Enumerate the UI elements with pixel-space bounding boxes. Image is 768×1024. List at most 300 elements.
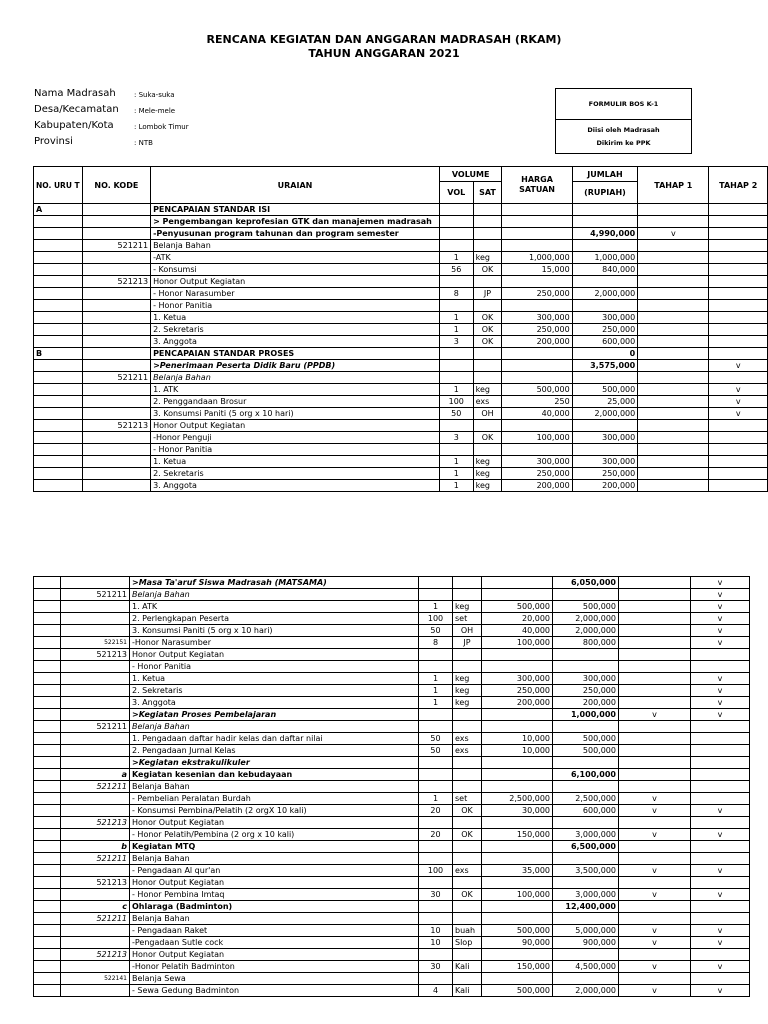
cell-tahap2 <box>691 769 750 781</box>
cell-vol: 8 <box>439 288 473 300</box>
cell-tahap2: v <box>709 360 768 372</box>
cell-tahap2: v <box>691 961 750 973</box>
cell-harga: 200,000 <box>502 480 572 492</box>
cell-kode <box>61 793 130 805</box>
cell-tahap1 <box>619 877 691 889</box>
cell-tahap1 <box>619 769 691 781</box>
cell-harga <box>482 877 553 889</box>
info-label: Nama Madrasah <box>34 88 116 99</box>
cell-tahap2: v <box>691 925 750 937</box>
cell-harga: 150,000 <box>482 829 553 841</box>
cell-sat: keg <box>473 384 502 396</box>
cell-no <box>34 769 61 781</box>
col-no-kode: NO. KODE <box>82 167 150 204</box>
cell-vol <box>439 360 473 372</box>
cell-tahap1 <box>619 781 691 793</box>
table-row <box>34 456 768 468</box>
cell-jumlah: 25,000 <box>572 396 638 408</box>
table-row <box>34 925 750 937</box>
cell-kode <box>61 601 130 613</box>
cell-tahap2: v <box>691 625 750 637</box>
cell-no <box>34 300 83 312</box>
cell-uraian: Belanja Sewa <box>130 973 419 985</box>
cell-tahap1: v <box>619 805 691 817</box>
table-row <box>34 709 750 721</box>
cell-sat <box>453 913 482 925</box>
cell-tahap1 <box>619 589 691 601</box>
cell-sat: OH <box>473 408 502 420</box>
cell-no <box>34 793 61 805</box>
cell-vol: 1 <box>439 468 473 480</box>
cell-sat: keg <box>453 697 482 709</box>
cell-tahap1 <box>638 444 709 456</box>
cell-harga: 500,000 <box>502 384 572 396</box>
cell-vol <box>419 853 453 865</box>
cell-harga <box>502 420 572 432</box>
table-row <box>34 204 768 216</box>
cell-sat: keg <box>473 252 502 264</box>
cell-tahap2: v <box>691 685 750 697</box>
cell-harga: 40,000 <box>482 625 553 637</box>
col-sat: SAT <box>473 182 502 204</box>
cell-tahap2 <box>691 853 750 865</box>
cell-harga <box>482 841 553 853</box>
cell-kode <box>82 384 150 396</box>
cell-uraian: 2. Sekretaris <box>151 468 440 480</box>
cell-vol: 4 <box>419 985 453 997</box>
cell-uraian: -Pengadaan Sutle cock <box>130 937 419 949</box>
cell-jumlah: 300,000 <box>572 456 638 468</box>
cell-kode <box>82 312 150 324</box>
cell-jumlah: 200,000 <box>553 697 619 709</box>
table-header-row <box>34 167 768 182</box>
cell-harga <box>502 276 572 288</box>
cell-tahap2: v <box>691 589 750 601</box>
cell-no <box>34 384 83 396</box>
cell-tahap1: v <box>619 709 691 721</box>
cell-jumlah <box>553 853 619 865</box>
cell-tahap2 <box>709 432 768 444</box>
cell-tahap2: v <box>691 637 750 649</box>
cell-tahap2 <box>691 817 750 829</box>
cell-no <box>34 841 61 853</box>
cell-tahap1 <box>619 721 691 733</box>
cell-tahap1: v <box>619 889 691 901</box>
cell-sat <box>453 877 482 889</box>
cell-harga: 100,000 <box>482 889 553 901</box>
cell-vol: 50 <box>419 745 453 757</box>
cell-kode <box>82 432 150 444</box>
cell-vol <box>419 949 453 961</box>
cell-kode <box>61 733 130 745</box>
cell-sat <box>453 757 482 769</box>
cell-tahap1 <box>619 853 691 865</box>
cell-tahap1 <box>619 685 691 697</box>
cell-kode: 522151 <box>61 637 130 649</box>
table-row <box>34 985 750 997</box>
cell-sat <box>453 817 482 829</box>
table-row <box>34 613 750 625</box>
cell-tahap2 <box>709 324 768 336</box>
table-row <box>34 733 750 745</box>
cell-tahap2 <box>709 372 768 384</box>
cell-tahap2 <box>709 480 768 492</box>
cell-jumlah: 840,000 <box>572 264 638 276</box>
cell-uraian: 2. Pengadaan Jurnal Kelas <box>130 745 419 757</box>
cell-sat: OK <box>473 432 502 444</box>
form-box <box>555 88 692 154</box>
cell-harga <box>502 216 572 228</box>
table-row <box>34 901 750 913</box>
cell-vol <box>419 841 453 853</box>
cell-jumlah <box>553 661 619 673</box>
form-line-2: Dikirim ke PPK <box>596 139 651 147</box>
cell-tahap1 <box>619 901 691 913</box>
cell-jumlah: 900,000 <box>553 937 619 949</box>
table-row <box>34 757 750 769</box>
cell-uraian: Belanja Bahan <box>130 913 419 925</box>
cell-tahap2 <box>709 276 768 288</box>
cell-tahap1 <box>638 312 709 324</box>
cell-sat <box>473 348 502 360</box>
cell-no <box>34 817 61 829</box>
cell-tahap1: v <box>619 829 691 841</box>
col-no-urut: NO. URU T <box>34 167 83 204</box>
cell-harga: 300,000 <box>482 673 553 685</box>
cell-no <box>34 288 83 300</box>
cell-no <box>34 336 83 348</box>
cell-no <box>34 877 61 889</box>
cell-vol: 1 <box>419 673 453 685</box>
cell-vol: 1 <box>439 480 473 492</box>
cell-kode <box>82 336 150 348</box>
cell-sat <box>453 853 482 865</box>
cell-tahap1 <box>638 300 709 312</box>
cell-tahap2 <box>709 456 768 468</box>
cell-tahap1: v <box>638 228 709 240</box>
cell-tahap2 <box>691 649 750 661</box>
table-row <box>34 432 768 444</box>
cell-tahap2: v <box>691 985 750 997</box>
col-jumlah: JUMLAH <box>572 167 638 182</box>
cell-harga: 15,000 <box>502 264 572 276</box>
cell-jumlah <box>572 276 638 288</box>
cell-no <box>34 985 61 997</box>
cell-sat <box>473 228 502 240</box>
table-row <box>34 288 768 300</box>
cell-vol: 1 <box>439 324 473 336</box>
cell-kode <box>61 625 130 637</box>
cell-jumlah: 2,000,000 <box>572 408 638 420</box>
cell-jumlah: 3,500,000 <box>553 865 619 877</box>
cell-uraian: 3. Anggota <box>130 697 419 709</box>
cell-harga <box>502 228 572 240</box>
cell-jumlah <box>572 444 638 456</box>
cell-harga <box>482 817 553 829</box>
cell-no <box>34 613 61 625</box>
cell-jumlah: 4,500,000 <box>553 961 619 973</box>
table-row <box>34 745 750 757</box>
cell-vol <box>419 661 453 673</box>
cell-vol: 100 <box>419 865 453 877</box>
cell-tahap1 <box>638 252 709 264</box>
cell-vol: 20 <box>419 829 453 841</box>
cell-tahap1 <box>619 745 691 757</box>
cell-no <box>34 276 83 288</box>
cell-sat <box>453 769 482 781</box>
table-row <box>34 264 768 276</box>
cell-sat: Slop <box>453 937 482 949</box>
cell-tahap2 <box>691 973 750 985</box>
cell-harga <box>482 721 553 733</box>
info-label: Provinsi <box>34 136 73 147</box>
cell-jumlah <box>572 216 638 228</box>
table-row <box>34 625 750 637</box>
cell-sat <box>473 276 502 288</box>
cell-kode <box>61 805 130 817</box>
cell-no <box>34 444 83 456</box>
cell-sat: exs <box>453 745 482 757</box>
cell-jumlah: 3,575,000 <box>572 360 638 372</box>
cell-no <box>34 468 83 480</box>
cell-vol: 10 <box>419 937 453 949</box>
cell-no <box>34 408 83 420</box>
cell-no <box>34 312 83 324</box>
cell-kode: 521213 <box>61 817 130 829</box>
table-row <box>34 817 750 829</box>
cell-no <box>34 456 83 468</box>
cell-tahap1 <box>638 480 709 492</box>
table-row <box>34 805 750 817</box>
budget-table-2 <box>33 576 750 997</box>
info-label: Desa/Kecamatan <box>34 104 119 115</box>
cell-jumlah: 2,000,000 <box>572 288 638 300</box>
cell-tahap1 <box>619 637 691 649</box>
cell-tahap2 <box>709 444 768 456</box>
cell-jumlah: 3,000,000 <box>553 889 619 901</box>
cell-kode <box>61 661 130 673</box>
cell-uraian: Honor Output Kegiatan <box>130 877 419 889</box>
cell-jumlah: 4,990,000 <box>572 228 638 240</box>
table-row <box>34 300 768 312</box>
table-row <box>34 637 750 649</box>
cell-jumlah <box>553 589 619 601</box>
form-line-1: Diisi oleh Madrasah <box>587 126 660 134</box>
cell-tahap1 <box>638 408 709 420</box>
cell-tahap2 <box>709 336 768 348</box>
cell-kode: c <box>61 901 130 913</box>
cell-uraian: -ATK <box>151 252 440 264</box>
cell-jumlah: 0 <box>572 348 638 360</box>
cell-sat <box>473 360 502 372</box>
cell-tahap2: v <box>691 697 750 709</box>
cell-uraian: - Honor Panitia <box>151 300 440 312</box>
cell-tahap1: v <box>619 793 691 805</box>
cell-vol: 1 <box>419 793 453 805</box>
cell-no <box>34 372 83 384</box>
cell-tahap2 <box>709 312 768 324</box>
cell-vol: 1 <box>419 685 453 697</box>
cell-tahap2: v <box>691 709 750 721</box>
cell-no <box>34 673 61 685</box>
cell-vol <box>439 444 473 456</box>
cell-tahap1 <box>619 649 691 661</box>
cell-no <box>34 973 61 985</box>
cell-kode <box>61 673 130 685</box>
cell-uraian: 2. Sekretaris <box>130 685 419 697</box>
cell-sat <box>453 949 482 961</box>
cell-jumlah: 5,000,000 <box>553 925 619 937</box>
cell-uraian: Belanja Bahan <box>151 240 440 252</box>
table-row <box>34 853 750 865</box>
cell-no <box>34 805 61 817</box>
col-tahap1: TAHAP 1 <box>638 167 709 204</box>
cell-harga <box>482 649 553 661</box>
cell-jumlah: 1,000,000 <box>572 252 638 264</box>
cell-kode: 521213 <box>82 276 150 288</box>
cell-tahap1 <box>638 384 709 396</box>
cell-vol <box>439 372 473 384</box>
col-uraian: URAIAN <box>151 167 440 204</box>
cell-tahap2 <box>709 348 768 360</box>
cell-no <box>34 649 61 661</box>
table-row <box>34 240 768 252</box>
cell-harga <box>482 901 553 913</box>
cell-sat <box>453 649 482 661</box>
table-row <box>34 937 750 949</box>
cell-uraian: Belanja Bahan <box>151 372 440 384</box>
cell-kode <box>82 456 150 468</box>
cell-no <box>34 228 83 240</box>
cell-uraian: Belanja Bahan <box>130 589 419 601</box>
cell-tahap1: v <box>619 985 691 997</box>
cell-no <box>34 901 61 913</box>
cell-harga: 500,000 <box>482 985 553 997</box>
cell-tahap1 <box>638 276 709 288</box>
cell-tahap2 <box>709 288 768 300</box>
cell-tahap1 <box>638 240 709 252</box>
cell-no <box>34 721 61 733</box>
cell-harga <box>482 769 553 781</box>
cell-vol: 1 <box>419 697 453 709</box>
cell-sat: keg <box>453 685 482 697</box>
table-row <box>34 913 750 925</box>
cell-kode: 521211 <box>61 853 130 865</box>
cell-kode: 521211 <box>61 913 130 925</box>
cell-uraian: PENCAPAIAN STANDAR PROSES <box>151 348 440 360</box>
cell-tahap1 <box>638 216 709 228</box>
cell-uraian: 2. Sekretaris <box>151 324 440 336</box>
cell-kode <box>82 216 150 228</box>
cell-kode <box>61 709 130 721</box>
cell-no <box>34 949 61 961</box>
document-title: RENCANA KEGIATAN DAN ANGGARAN MADRASAH (RKAM) <box>206 33 562 46</box>
cell-vol: 1 <box>419 601 453 613</box>
cell-harga <box>482 589 553 601</box>
cell-kode: 521213 <box>61 649 130 661</box>
cell-tahap1 <box>638 456 709 468</box>
cell-vol <box>419 721 453 733</box>
cell-sat: JP <box>473 288 502 300</box>
table-row <box>34 793 750 805</box>
cell-tahap2 <box>709 204 768 216</box>
cell-vol <box>439 240 473 252</box>
cell-harga: 1,000,000 <box>502 252 572 264</box>
cell-vol: 1 <box>439 456 473 468</box>
col-volume: VOLUME <box>439 167 501 182</box>
table-row <box>34 877 750 889</box>
cell-harga <box>502 360 572 372</box>
cell-uraian: > Pengembangan keprofesian GTK dan manajemen madrasah <box>151 216 440 228</box>
cell-sat: buah <box>453 925 482 937</box>
cell-uraian: Kegiatan MTQ <box>130 841 419 853</box>
cell-kode <box>61 745 130 757</box>
cell-harga <box>502 240 572 252</box>
cell-harga: 250,000 <box>502 288 572 300</box>
cell-tahap2 <box>691 733 750 745</box>
cell-no <box>34 733 61 745</box>
cell-tahap1 <box>619 913 691 925</box>
cell-harga <box>482 781 553 793</box>
cell-vol <box>419 781 453 793</box>
cell-no <box>34 601 61 613</box>
cell-harga: 250,000 <box>502 324 572 336</box>
cell-uraian: - Honor Pembina Imtaq <box>130 889 419 901</box>
cell-sat: JP <box>453 637 482 649</box>
cell-no <box>34 853 61 865</box>
cell-vol: 8 <box>419 637 453 649</box>
cell-tahap2 <box>709 468 768 480</box>
cell-uraian: 3. Konsumsi Paniti (5 org x 10 hari) <box>130 625 419 637</box>
cell-jumlah <box>553 721 619 733</box>
cell-uraian: -Honor Penguji <box>151 432 440 444</box>
cell-no <box>34 709 61 721</box>
cell-no <box>34 432 83 444</box>
cell-sat <box>473 420 502 432</box>
table-row <box>34 480 768 492</box>
table-row <box>34 276 768 288</box>
table-row <box>34 721 750 733</box>
cell-no <box>34 685 61 697</box>
cell-harga: 200,000 <box>482 697 553 709</box>
cell-kode <box>61 985 130 997</box>
cell-tahap2: v <box>709 384 768 396</box>
table-row <box>34 949 750 961</box>
cell-vol <box>439 348 473 360</box>
cell-vol: 3 <box>439 432 473 444</box>
cell-vol <box>419 649 453 661</box>
cell-jumlah <box>553 781 619 793</box>
cell-sat <box>453 973 482 985</box>
cell-kode: a <box>61 769 130 781</box>
cell-tahap1: v <box>619 865 691 877</box>
cell-no <box>34 420 83 432</box>
cell-sat: OK <box>473 336 502 348</box>
table-row <box>34 252 768 264</box>
cell-uraian: >Penerimaan Peserta Didik Baru (PPDB) <box>151 360 440 372</box>
cell-no <box>34 625 61 637</box>
cell-no <box>34 324 83 336</box>
cell-tahap1: v <box>619 925 691 937</box>
cell-sat <box>453 709 482 721</box>
cell-harga <box>482 913 553 925</box>
cell-no <box>34 480 83 492</box>
cell-uraian: - Honor Panitia <box>151 444 440 456</box>
cell-tahap1 <box>638 348 709 360</box>
cell-uraian: 1. Ketua <box>130 673 419 685</box>
cell-tahap2 <box>691 841 750 853</box>
cell-tahap1 <box>619 673 691 685</box>
